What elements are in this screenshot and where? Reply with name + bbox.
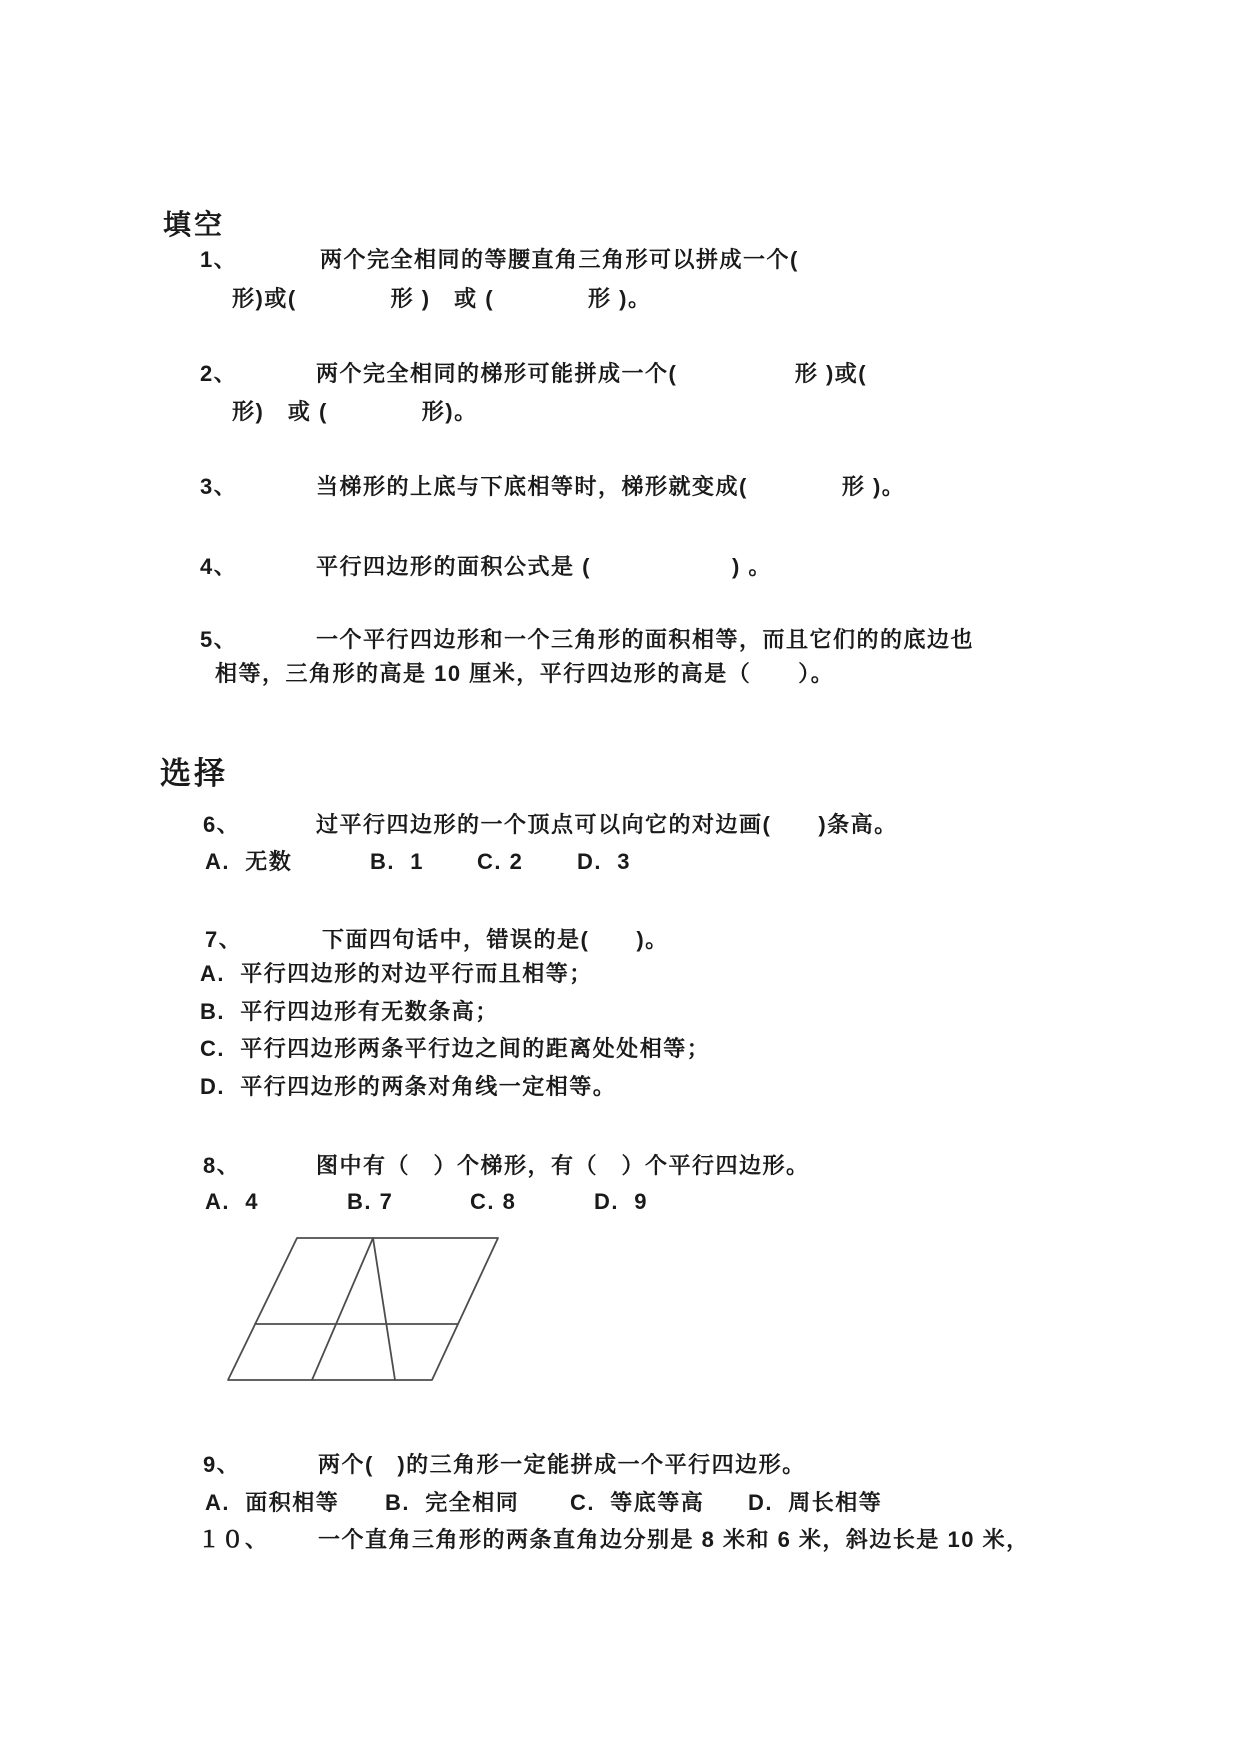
- question-8-option-c: C. 8: [470, 1189, 517, 1214]
- question-8-option-a: A. 4: [205, 1189, 259, 1214]
- question-5-number: 5、: [200, 627, 238, 652]
- question-6-option-d: D. 3: [577, 849, 631, 874]
- section-title-multiple-choice: 选择: [160, 756, 228, 791]
- question-2-text: 两个完全相同的梯形可能拼成一个( 形 )或(: [316, 361, 868, 386]
- question-9-text: 两个( )的三角形一定能拼成一个平行四边形。: [318, 1452, 806, 1477]
- question-7-option-c: C. 平行四边形两条平行边之间的距离处处相等；: [200, 1036, 711, 1061]
- inner-right-slant-line: [373, 1238, 395, 1380]
- question-10-text: 一个直角三角形的两条直角边分别是 8 米和 6 米，斜边长是 10 米，: [318, 1527, 1030, 1552]
- question-8-number: 8、: [203, 1153, 241, 1178]
- question-3-number: 3、: [200, 474, 238, 499]
- question-7-option-d: D. 平行四边形的两条对角线一定相等。: [200, 1074, 617, 1099]
- question-2-text-line2: 形) 或 ( 形)。: [232, 399, 478, 424]
- question-6-number: 6、: [203, 812, 241, 837]
- question-8-text: 图中有（ ）个梯形，有（ ）个平行四边形。: [316, 1153, 810, 1178]
- question-1-text: 两个完全相同的等腰直角三角形可以拼成一个(: [320, 247, 799, 272]
- question-6-text: 过平行四边形的一个顶点可以向它的对边画( )条高。: [316, 812, 898, 837]
- question-9-number: 9、: [203, 1452, 241, 1477]
- question-8-figure: [210, 1230, 510, 1390]
- question-6-option-c: C. 2: [477, 849, 524, 874]
- section-title-fill-blanks: 填空: [163, 209, 226, 240]
- question-7-option-a: A. 平行四边形的对边平行而且相等；: [200, 961, 593, 986]
- question-7-number: 7、: [205, 927, 243, 952]
- question-2-number: 2、: [200, 361, 238, 386]
- question-3-text: 当梯形的上底与下底相等时，梯形就变成( 形 )。: [316, 474, 906, 499]
- question-5-text-line2: 相等，三角形的高是 10 厘米，平行四边形的高是（ ）。: [215, 661, 835, 686]
- inner-left-slant-line: [312, 1238, 373, 1380]
- question-6-option-b: B. 1: [370, 849, 424, 874]
- question-9-option-b: B. 完全相同: [385, 1490, 520, 1515]
- question-8-option-b: B. 7: [347, 1189, 394, 1214]
- question-9-option-d: D. 周长相等: [748, 1490, 883, 1515]
- question-5-text: 一个平行四边形和一个三角形的面积相等，而且它们的的底边也: [316, 627, 975, 652]
- question-8-option-d: D. 9: [594, 1189, 648, 1214]
- question-9-option-c: C. 等底等高: [570, 1490, 705, 1515]
- question-1-text-line2: 形)或( 形 ) 或 ( 形 )。: [232, 286, 652, 311]
- question-7-option-b: B. 平行四边形有无数条高；: [200, 999, 499, 1024]
- question-9-option-a: A. 面积相等: [205, 1490, 340, 1515]
- question-10-number: １０、: [198, 1527, 269, 1552]
- question-6-option-a: A. 无数: [205, 849, 293, 874]
- question-7-text: 下面四句话中，错误的是( )。: [322, 927, 669, 952]
- question-4-text: 平行四边形的面积公式是 ( ) 。: [316, 554, 772, 579]
- question-1-number: 1、: [200, 247, 238, 272]
- question-4-number: 4、: [200, 554, 238, 579]
